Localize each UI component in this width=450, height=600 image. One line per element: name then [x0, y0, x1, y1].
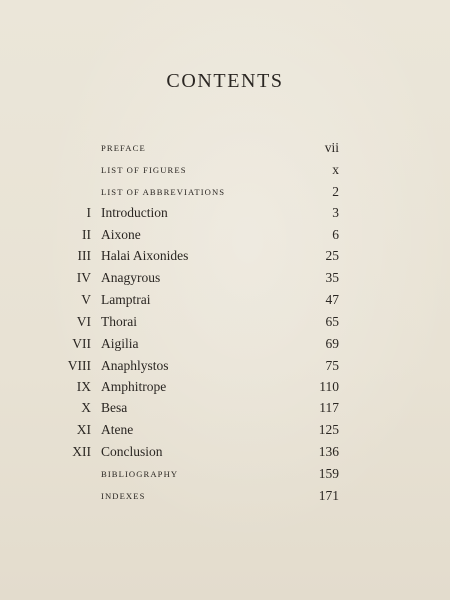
entry-title: Halai Aixonides	[101, 248, 189, 263]
chapter-numeral: X	[81, 400, 91, 415]
page-number: 171	[318, 488, 339, 503]
page-number: 25	[325, 248, 339, 263]
page-number: 136	[318, 444, 339, 459]
page-number: 47	[325, 292, 339, 307]
page-number: 75	[325, 358, 339, 373]
entry-title: Anagyrous	[101, 270, 161, 285]
entry-title: PREFACE	[101, 143, 146, 153]
toc-entry	[0, 377, 450, 397]
entry-title: Thorai	[101, 314, 137, 329]
toc-entry	[0, 160, 450, 180]
entry-title: LIST OF ABBREVIATIONS	[101, 187, 226, 197]
entry-title: BIBLIOGRAPHY	[101, 469, 179, 479]
chapter-numeral: VI	[76, 314, 91, 329]
chapter-numeral: VII	[72, 336, 91, 351]
toc-entry	[0, 268, 450, 288]
entry-title: Aigilia	[101, 336, 139, 351]
chapter-numeral: IX	[76, 379, 91, 394]
toc-entry	[0, 246, 450, 266]
page-number: 69	[325, 336, 339, 351]
entry-title: LIST OF FIGURES	[101, 165, 187, 175]
toc-entry	[0, 356, 450, 376]
toc-entry	[0, 138, 450, 158]
toc-entry	[0, 334, 450, 354]
toc-entry	[0, 398, 450, 418]
chapter-numeral: XII	[72, 444, 91, 459]
toc-entry	[0, 290, 450, 310]
entry-title: INDEXES	[101, 491, 146, 501]
entry-title: Aixone	[101, 227, 141, 242]
chapter-numeral: I	[86, 205, 91, 220]
entry-title: Lamptrai	[101, 292, 151, 307]
entry-title: Besa	[101, 400, 128, 415]
toc-entry	[0, 464, 450, 484]
chapter-numeral: II	[82, 227, 91, 242]
toc-entry	[0, 420, 450, 440]
page-number: vii	[324, 140, 339, 155]
entry-title: Amphitrope	[101, 379, 167, 394]
page-number: 6	[332, 227, 339, 242]
toc-entry	[0, 203, 450, 223]
page-number: 159	[318, 466, 339, 481]
entry-title: Anaphlystos	[101, 358, 169, 373]
page-number: 35	[325, 270, 339, 285]
page-title: CONTENTS	[166, 70, 284, 92]
chapter-numeral: XI	[76, 422, 91, 437]
toc-entry	[0, 442, 450, 462]
chapter-numeral: V	[81, 292, 91, 307]
page-number: 2	[332, 184, 339, 199]
toc-entry	[0, 182, 450, 202]
toc-entry	[0, 312, 450, 332]
page-number: 125	[318, 422, 339, 437]
chapter-numeral: VIII	[67, 358, 91, 373]
chapter-numeral: III	[77, 248, 91, 263]
page-number: x	[332, 162, 339, 177]
entry-title: Introduction	[101, 205, 168, 220]
toc-entry	[0, 486, 450, 506]
entry-title: Atene	[101, 422, 134, 437]
page-number: 117	[319, 400, 339, 415]
page-number: 110	[319, 379, 339, 394]
toc-entry	[0, 225, 450, 245]
page-number: 3	[332, 205, 339, 220]
entry-title: Conclusion	[101, 444, 163, 459]
page-number: 65	[325, 314, 339, 329]
chapter-numeral: IV	[76, 270, 91, 285]
